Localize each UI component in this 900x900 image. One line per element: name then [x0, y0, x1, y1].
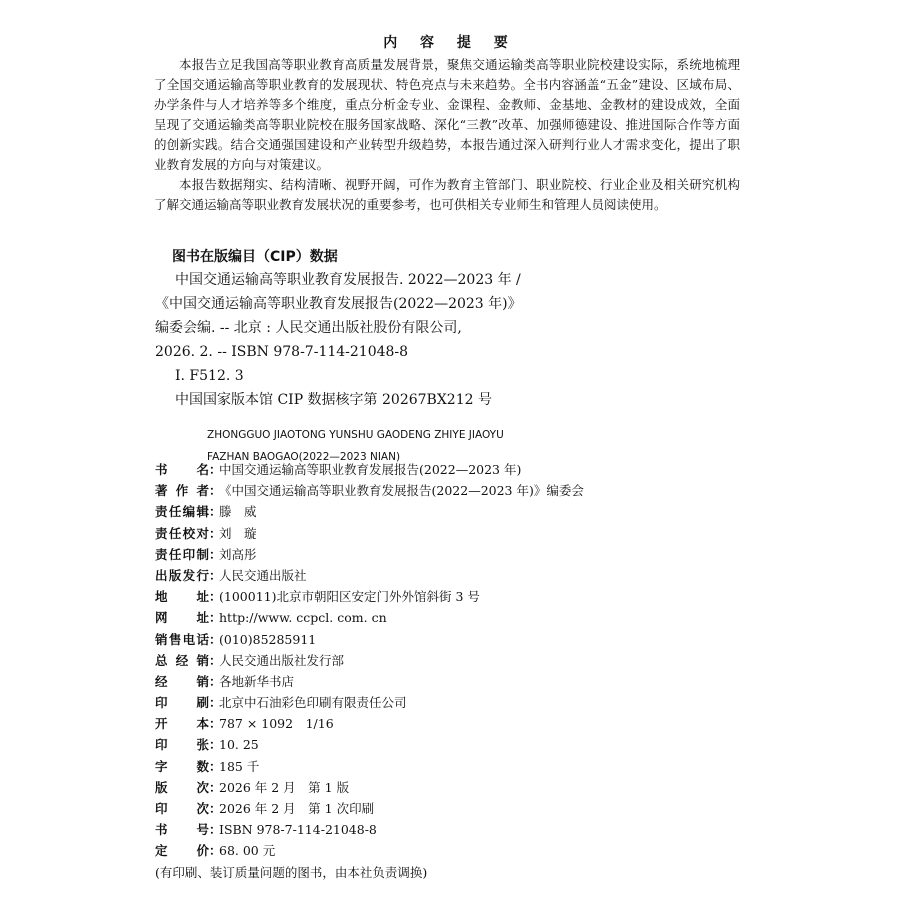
quality-note: (有印刷、装订质量问题的图书，由本社负责调换): [155, 864, 428, 880]
cip-line: 中国国家版本馆 CIP 数据核字第 20267BX212 号: [175, 392, 492, 408]
info-colon: ：: [209, 843, 222, 859]
info-value: 刘 璇: [219, 525, 257, 541]
info-row: [155, 565, 584, 586]
publication-info: [155, 459, 584, 883]
info-row: [155, 692, 584, 713]
info-row: [155, 459, 584, 480]
info-row: [155, 501, 584, 522]
cip-line: Ⅰ. F512. 3: [175, 368, 244, 384]
info-label: 书号: [155, 822, 209, 838]
info-colon: ：: [209, 737, 222, 753]
info-value: 10. 25: [219, 737, 259, 753]
info-label: 责任校对: [155, 525, 209, 541]
info-colon: ：: [209, 504, 222, 520]
cip-line: 中国交通运输高等职业教育发展报告. 2022—2023 年 /: [175, 272, 521, 288]
cip-line: 《中国交通运输高等职业教育发展报告(2022—2023 年)》: [155, 296, 522, 312]
info-value: 2026 年 2 月 第 1 版: [219, 779, 350, 795]
info-row: [155, 607, 584, 628]
pinyin-line: ZHONGGUO JIAOTONG YUNSHU GAODENG ZHIYE JIAOYU: [207, 429, 504, 441]
info-value: 刘高彤: [219, 546, 257, 562]
info-label: 著作者: [155, 483, 209, 499]
info-value: 68. 00 元: [219, 843, 276, 859]
info-value: 《中国交通运输高等职业教育发展报告(2022—2023 年)》编委会: [219, 483, 584, 499]
info-label: 责任编辑: [155, 504, 209, 520]
info-value: 中国交通运输高等职业教育发展报告(2022—2023 年): [219, 462, 522, 477]
cip-title: 图书在版编目（CIP）数据: [172, 249, 338, 265]
cip-line: 编委会编. -- 北京 : 人民交通出版社股份有限公司,: [155, 320, 462, 336]
cip-record: [155, 268, 575, 412]
info-value: 人民交通出版社: [219, 567, 307, 583]
info-value: 滕 威: [219, 504, 257, 520]
info-value: 2026 年 2 月 第 1 次印刷: [219, 801, 375, 816]
summary-text: [154, 55, 740, 215]
info-label: 书名: [155, 462, 209, 477]
info-colon: ：: [209, 673, 222, 689]
info-row: [155, 480, 584, 501]
info-label: 印次: [155, 801, 209, 816]
info-row: [155, 756, 584, 777]
info-label: 版次: [155, 779, 209, 795]
info-value: 各地新华书店: [219, 673, 295, 689]
info-colon: ：: [209, 695, 222, 711]
info-label: 印张: [155, 737, 209, 753]
info-label: 销售电话: [155, 631, 209, 647]
info-value: 人民交通出版社发行部: [219, 652, 345, 668]
info-label: 总经销: [155, 652, 209, 668]
info-label: 开本: [155, 716, 209, 732]
info-row: [155, 819, 584, 840]
summary-paragraph: 本报告数据翔实、结构清晰、视野开阔，可作为教育主管部门、职业院校、行业企业及相关研究机构了解交通运输高等职业教育发展状况的重要参考，也可供相关专业师生和管理人员阅读使用。: [154, 177, 740, 212]
info-colon: ：: [209, 462, 222, 477]
info-label: 责任印制: [155, 546, 209, 562]
info-row: [155, 629, 584, 650]
summary-paragraph: 本报告立足我国高等职业教育高质量发展背景，聚焦交通运输类高等职业院校建设实际，系统地梳理了全国交通运输高等职业教育的发展现状、特色亮点与未来趋势。全书内容涵盖“五金”建设、区域布局、办学条件与人才培养等多个维度，重点分析金专业、金课程、金教师、金基地、金教材的建设成效，全面呈现了交通运输类高等职业院校在服务国家战略、深化“三教”改革、加强师德建设、推进国际合作等方面的创新实践。结合交通强国建设和产业转型升级趋势，本报告通过深入研判行业人才需求变化，提出了职业教育发展的方向与对策建议。: [154, 57, 740, 172]
info-colon: ：: [209, 525, 222, 541]
info-row: [155, 523, 584, 544]
info-value: 185 千: [219, 758, 260, 774]
info-colon: ：: [209, 652, 222, 668]
pinyin-line: FAZHAN BAOGAO(2022—2023 NIAN): [207, 451, 401, 463]
info-colon: ：: [209, 589, 222, 605]
info-label: 经销: [155, 673, 209, 689]
info-row: [155, 671, 584, 692]
info-table: [155, 459, 584, 862]
info-row: [155, 650, 584, 671]
info-colon: ：: [209, 546, 222, 562]
info-label: 地址: [155, 589, 209, 605]
info-value: 北京中石油彩色印刷有限责任公司: [219, 695, 407, 711]
info-label: 网址: [155, 610, 209, 626]
info-colon: ：: [209, 610, 222, 626]
info-row: [155, 840, 584, 861]
info-value: http://www. ccpcl. com. cn: [219, 610, 387, 626]
info-row: [155, 544, 584, 565]
info-value: (010)85285911: [219, 631, 317, 647]
info-colon: ：: [209, 631, 222, 647]
info-colon: ：: [209, 716, 222, 732]
info-colon: ：: [209, 567, 222, 583]
info-value: 787 × 1092 1/16: [219, 716, 334, 732]
summary-title: 内 容 提 要: [383, 35, 517, 51]
info-colon: ：: [209, 822, 222, 838]
info-label: 印刷: [155, 695, 209, 711]
info-colon: ：: [209, 801, 222, 816]
info-label: 定价: [155, 843, 209, 859]
cip-line: 2026. 2. -- ISBN 978-7-114-21048-8: [155, 344, 409, 360]
info-row: [155, 798, 584, 819]
info-colon: ：: [209, 758, 222, 774]
info-row: [155, 734, 584, 755]
info-colon: ：: [209, 779, 222, 795]
info-row: [155, 586, 584, 607]
info-value: (100011)北京市朝阳区安定门外外馆斜街 3 号: [219, 589, 480, 605]
info-label: 字数: [155, 758, 209, 774]
info-row: [155, 713, 584, 734]
info-row: [155, 777, 584, 798]
info-value: ISBN 978-7-114-21048-8: [219, 822, 377, 838]
info-colon: ：: [209, 483, 222, 499]
info-label: 出版发行: [155, 567, 209, 583]
